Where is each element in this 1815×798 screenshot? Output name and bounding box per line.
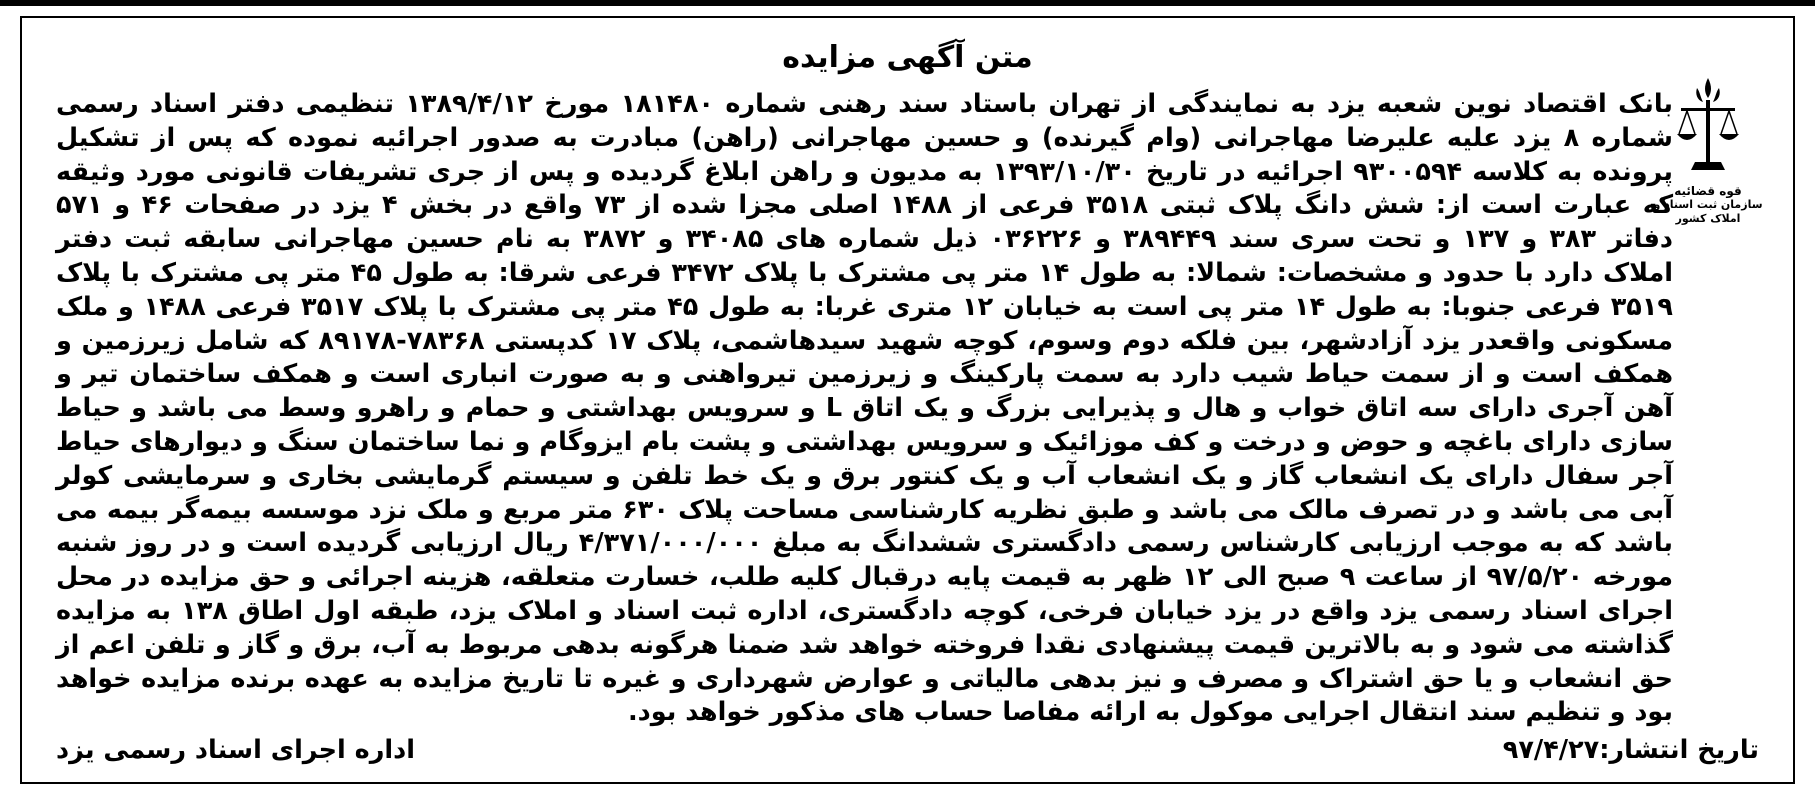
notice-title: متن آگهی مزایده <box>782 40 1033 75</box>
publish-date: تاریخ انتشار:۹۷/۴/۲۷ <box>1502 735 1759 765</box>
issuing-office: اداره اجرای اسناد رسمی یزد <box>56 735 415 765</box>
emblem-label-top: قوه قضائیه <box>1674 184 1742 198</box>
judiciary-scales-icon <box>1673 74 1743 184</box>
emblem-label-bottom: سازمان ثبت اسناد و املاک کشور <box>1653 198 1763 225</box>
notice-frame <box>20 16 1795 784</box>
top-rule <box>0 0 1815 6</box>
notice-body: بانک اقتصاد نوین شعبه یزد به نمایندگی از تهران باستاد سند رهنی شماره ۱۸۱۴۸۰ مورخ ۱۳۸۹/۴/۱۲ تنظیمی دفتر اسناد رسمی شماره ۸ یزد علیه علیرضا مهاجرانی (وام گیرنده) و حسین مهاجرانی (راهن) مبادرت به صدور اجرائیه نموده که پس از تشکیل پرونده به کلاسه ۹۳۰۰۵۹۴ اجرائیه در تاریخ ۱۳۹۳/۱۰/۳۰ به مدیون و راهن ابلاغ گردیده و پس از جری تشریفات قانونی مورد وثیقه که عبارت است از: شش دانگ پلاک ثبتی ۳۵۱۸ فرعی از ۱۴۸۸ اصلی مجزا شده از ۷۳ واقع در بخش ۴ یزد در صفحات ۴۶ و ۵۷۱ دفاتر ۳۸۳ و ۱۳۷ و تحت سری سند ۳۸۹۴۴۹ و ۰۳۶۲۲۶ ذیل شماره های ۳۴۰۸۵ و ۳۸۷۲ به نام حسین مهاجرانی سابقه ثبت دفتر املاک دارد با حدود و مشخصات: شمالا: به طول ۱۴ متر پی مشترک با پلاک ۳۴۷۲ فرعی شرقا: به طول ۴۵ متر پی مشترک با پلاک ۳۵۱۹ فرعی جنوبا: به طول ۱۴ متر پی است به خیابان ۱۲ متری غربا: به طول ۴۵ متر پی مشترک با پلاک ۳۵۱۷ فرعی ۱۴۸۸ و ملک مسکونی واقعدر یزد آزادشهر، بین فلکه دوم وسوم، کوچه شهید سیدهاشمی، پلاک ۱۷ کدپستی ۷۸۳۶۸-۸۹۱۷۸ که شامل زیرزمین و همکف است و از سمت حیاط شیب دارد به سمت پارکینگ و زیرزمین تیرواهنی و به صورت انباری است و همکف ساختمان تیر و آهن آجری دارای سه اتاق خواب و هال و پذیرایی بزرگ و یک اتاق L و سرویس بهداشتی و حمام و راهرو وسط می باشد و حیاط سازی دارای باغچه و حوض و درخت و کف موزائیک و سرویس بهداشتی و پشت بام ایزوگام و نما ساختمان سنگ و دیوارهای حیاط آجر سفال دارای یک انشعاب گاز و یک انشعاب آب و یک کنتور برق و یک خط تلفن و سیستم گرمایشی بخاری و سرمایشی کولر آبی می باشد و در تصرف مالک می باشد و طبق نظریه کارشناسی مساحت پلاک ۶۳۰ متر مربع و ملک نزد موسسه بیمه‌گر بیمه می باشد که به موجب ارزیابی کارشناس رسمی دادگستری ششدانگ به مبلغ ۴/۳۷۱/۰۰۰/۰۰۰ ریال ارزیابی گردیده است و در روز شنبه مورخه ۹۷/۵/۲۰ از ساعت ۹ صبح الی ۱۲ ظهر به قیمت پایه درقبال کلیه طلب، خسارت متعلقه، هزینه اجرائی و حق مزایده در محل اجرای اسناد رسمی یزد واقع در یزد خیابان فرخی، کوچه دادگستری، اداره ثبت اسناد و املاک یزد، طبقه اول اطاق ۱۳۸ به مزایده گذاشته می شود و به بالاترین قیمت پیشنهادی نقدا فروخته خواهد شد ضمنا هرگونه بدهی مربوط به آب، برق و گاز و تلفن اعم از حق انشعاب و یا حق اشتراک و مصرف و نیز بدهی مالیاتی و عوارض شهرداری و غیره تا تاریخ مزایده به عهده برنده مزایده خواهد بود و تنظیم سند انتقال اجرایی موکول به ارائه مفاصا حساب های مذکور خواهد بود. <box>56 89 1674 728</box>
